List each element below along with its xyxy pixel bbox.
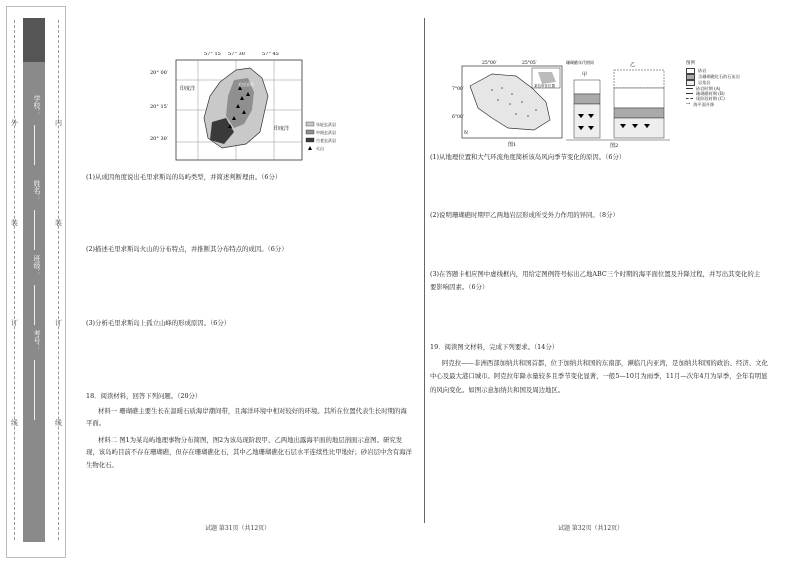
- class-field-line[interactable]: [34, 285, 35, 325]
- inner-char-1: 内: [55, 119, 62, 127]
- examno-field-line[interactable]: [34, 360, 35, 420]
- class-field-label: 班级：: [33, 255, 41, 276]
- map1-lat-2: 20° 15′: [150, 104, 168, 110]
- fig2-legend-title: 图例: [686, 61, 695, 66]
- inner-cut-line: [58, 20, 59, 540]
- fig1-lon-1: 25°00′: [482, 61, 497, 66]
- fig2-legend: [686, 60, 746, 107]
- inner-char-2: 装: [55, 219, 62, 227]
- inner-char-3: 订: [55, 319, 62, 327]
- map1-island-label: 毛里求斯: [238, 82, 254, 87]
- strata-section-fig2: [566, 54, 686, 148]
- outer-cut-line: [14, 20, 15, 540]
- inner-char-4: 线: [55, 419, 62, 427]
- left-q3: (3)分析毛里求斯岛上孤立山峰的形成原因。（6分）: [86, 319, 231, 327]
- q19-material: 阿克拉——非洲西部加纳共和国首都，位于加纳共和国的东南部，濒临几内亚湾，是加纳共和国的政治、经济、文化中心及最大港口城市。阿克拉年降水量较多且季节变化显著，一般5—10月为雨季，11月—次年4月为旱季，全年有明显的风向变化。如图示意加纳共和国及周边地区。: [430, 359, 768, 394]
- fig1-north: N: [464, 131, 468, 136]
- map1-lon-3: 57° 45′: [262, 52, 280, 57]
- map1-lon-1: 57° 15′: [204, 52, 222, 57]
- map1-lat-3: 20° 30′: [150, 136, 168, 142]
- right-q1: (1)从地理位置和大气环流角度简析该岛风向季节变化的原因。（6分）: [430, 153, 626, 161]
- name-field-line[interactable]: [34, 210, 35, 250]
- mauritius-geology-map: [150, 52, 350, 164]
- q18-title: 18．阅读材料，回答下列问题。（20分）: [86, 392, 202, 400]
- legend-volcano: 火山: [316, 146, 324, 151]
- right-q3: (3)在答题卡相应图中虚线框内，用给定图例符号标出乙地ABC三个时期的海平面位置及升降过程，并写出其变化的主要影响因素。（6分）: [430, 270, 761, 291]
- left-q1: (1)从成因角度说出毛里求斯岛的岛屿类型，并简述判断理由。（6分）: [86, 173, 282, 181]
- legend-coral-limestone: 含珊瑚礁化石的石灰岩: [686, 74, 746, 80]
- fig1-lat-1: 7°00′: [452, 87, 464, 92]
- binding-dark-top: [23, 18, 45, 62]
- legend-coral-period: 珊瑚礁时期 (B): [686, 91, 746, 96]
- legend-sandstone-period: 砂岩时期 (A): [686, 86, 746, 91]
- right-page-footer: 试题 第32页（共12页）: [558, 525, 624, 532]
- fig2-caption: 图2: [610, 143, 619, 148]
- fig1-caption: 图1: [508, 142, 517, 148]
- binding-margin: [0, 0, 70, 566]
- legend-current-period: 现阶段时期 (C): [686, 96, 746, 101]
- examno-field-label: 考号：: [33, 330, 41, 351]
- legend-sandstone: 砂岩: [686, 68, 746, 74]
- right-q2: (2)说明珊瑚礁时期甲乙两地岩层形成所受外力作用的异同。（8分）: [430, 211, 619, 219]
- outer-char-1: 外: [11, 119, 18, 127]
- name-field-label: 姓名：: [33, 180, 41, 201]
- map1-lon-2: 57° 30′: [228, 52, 246, 57]
- legend-magmatic: 岩浆岩: [686, 80, 746, 86]
- school-field-label: 学校：: [33, 95, 41, 116]
- school-field-line[interactable]: [34, 125, 35, 165]
- map1-legend: [306, 121, 336, 151]
- fig1-lat-2: 6°00′: [452, 115, 464, 120]
- outer-char-2: 装: [11, 219, 18, 227]
- fig2-top-label: 珊瑚礁年代相同: [566, 60, 594, 65]
- legend-mid-basalt: 中间玄武岩: [316, 130, 336, 135]
- legend-sea-level: → 海平面升降: [686, 101, 715, 108]
- island-map-fig1: [452, 58, 564, 148]
- legend-old-basalt: 古老玄武岩: [316, 138, 336, 143]
- map1-sea-left: 印度洋: [180, 86, 196, 92]
- legend-young-basalt: 年轻玄武岩: [316, 122, 336, 127]
- outer-char-4: 线: [11, 419, 18, 427]
- left-q2: (2)描述毛里求斯岛火山的分布特点，并推断其分布特点的成因。（6分）: [86, 245, 288, 253]
- left-page-footer: 试题 第31页（共12页）: [205, 525, 271, 532]
- q19-title: 19．阅读图文材料，完成下列要求。（14分）: [430, 343, 559, 351]
- map1-sea-right: 印度洋: [274, 126, 290, 132]
- q18-material-2: 材料二 图1为某岛屿地理事物分布简图，图2为该岛现阶段甲、乙两地出露海平面的地层剖面示意图。研究发现，该岛屿目前不存在珊瑚礁，但存在珊瑚礁化石，其中乙地珊瑚礁化石层水平连续性比甲地好；砂岩层中含有海洋生物化石。: [86, 436, 412, 469]
- fig1-inset-label: 某岛所在位置: [534, 84, 555, 88]
- fig1-lon-2: 25°05′: [522, 61, 537, 66]
- outer-char-3: 订: [11, 319, 18, 327]
- fig2-col-jia: 甲: [582, 72, 588, 78]
- page-divider: [424, 18, 425, 523]
- q18-material-1: 材料一 珊瑚礁主要生长在温暖石质海岸潮间带，且海洋环境中相对较好的环境。其所在位置代表生长时期的海平面。: [86, 407, 407, 428]
- map1-lat-1: 20° 00′: [150, 70, 168, 76]
- fig2-col-yi: 乙: [630, 62, 636, 68]
